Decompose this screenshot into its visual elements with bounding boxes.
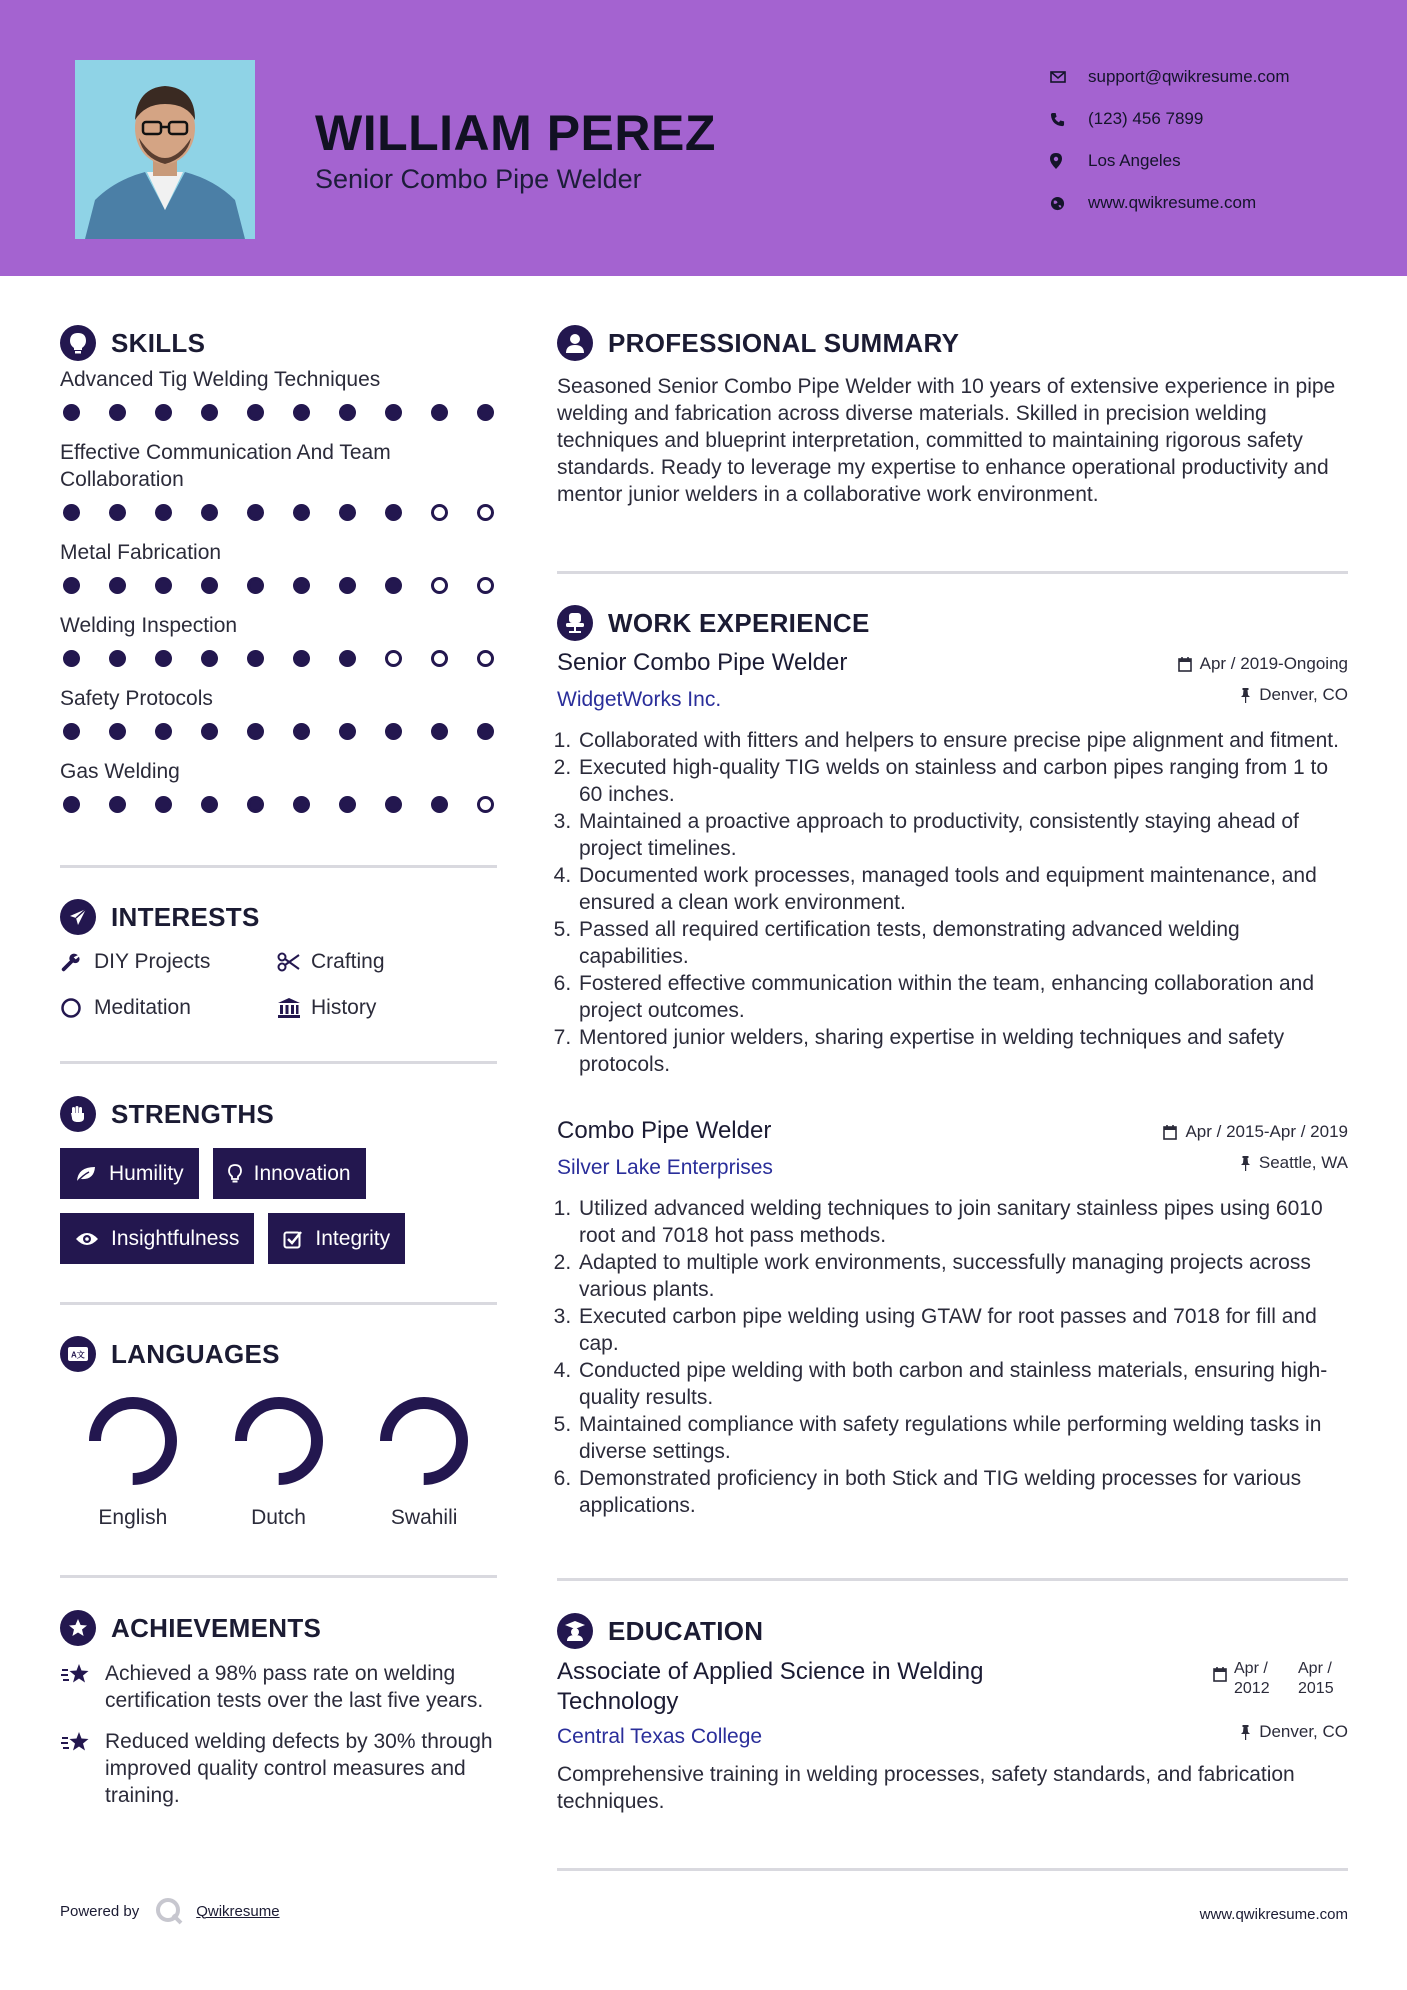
- briefcase-chair-icon: [557, 605, 593, 641]
- job-location: [1240, 1153, 1348, 1173]
- job-bullet: 1. Collaborated with fitters and helpers to ensure precise pipe alignment and fitment.: [577, 727, 1348, 754]
- trophy-star-icon: [60, 1660, 105, 1714]
- jobs-list: [557, 648, 1348, 1519]
- languages-section: [60, 1305, 497, 1575]
- job-dates: [1163, 1116, 1348, 1142]
- achievements-section: [60, 1578, 497, 1809]
- rating-dot-filled: [431, 404, 448, 421]
- job-title: Senior Combo Pipe Welder: [557, 649, 848, 676]
- rating-dot-filled: [339, 504, 356, 521]
- experience-section: [557, 574, 1348, 1578]
- graduate-icon: [557, 1613, 593, 1649]
- languages-heading: A文 LANGUAGES: [60, 1336, 497, 1372]
- leaf-icon: [75, 1165, 97, 1183]
- skill-name: Safety Protocols: [60, 687, 213, 710]
- job-entry: [557, 648, 1348, 1078]
- skill-name: Metal Fabrication: [60, 541, 222, 564]
- rating-dot-empty: [431, 577, 448, 594]
- job-bullet: 3. Executed carbon pipe welding using GTAW for root passes and 7018 for fill and cap.: [577, 1303, 1348, 1357]
- job-location-text: Denver, CO: [1259, 685, 1348, 704]
- rating-dot-filled: [63, 577, 80, 594]
- contact-email[interactable]: [1050, 56, 1370, 98]
- pushpin-icon: [1240, 688, 1251, 703]
- rating-dot-filled: [109, 796, 126, 813]
- interests-list: [60, 949, 497, 1021]
- rating-dot-empty: [477, 577, 494, 594]
- summary-text: Seasoned Senior Combo Pipe Welder with 10 years of extensive experience in pipe welding and fabrication across diverse materials. Skilled in precision welding techniques and blueprint interpretation, committed to maintaining rigorous safety standards. Ready to leverage my expertise to enhance operational productivity and mentor junior welders in a collaborative work environment.: [557, 375, 1336, 506]
- education-dates: [1213, 1657, 1348, 1699]
- language-item: [60, 1396, 206, 1530]
- strengths-list: [60, 1148, 497, 1264]
- rating-dot-filled: [155, 504, 172, 521]
- rating-dot-filled: [201, 796, 218, 813]
- rating-dot-filled: [155, 404, 172, 421]
- rating-dot-filled: [339, 404, 356, 421]
- rating-dot-filled: [431, 796, 448, 813]
- experience-heading: WORK EXPERIENCE: [557, 605, 1348, 641]
- rating-dot-filled: [63, 404, 80, 421]
- scissors-icon: [277, 952, 311, 972]
- phone-icon: [1050, 112, 1088, 127]
- language-level-arc: [241, 1403, 317, 1479]
- rating-dot-filled: [293, 723, 310, 740]
- skill-name: Advanced Tig Welding Techniques: [60, 368, 381, 391]
- footer-powered-by: Powered by Qwikresume: [60, 1896, 280, 1926]
- rating-dot-filled: [247, 723, 264, 740]
- interest-item: DIY Projects: [60, 949, 277, 975]
- rating-dot-filled: [109, 504, 126, 521]
- job-bullet: 2. Adapted to multiple work environments, successfully managing projects across various plants.: [577, 1249, 1348, 1303]
- strength-badge: Innovation: [213, 1148, 366, 1199]
- rating-dot-empty: [431, 504, 448, 521]
- rating-dot-filled: [109, 577, 126, 594]
- education-location: Denver, CO: [1240, 1722, 1348, 1742]
- rating-dot-filled: [201, 650, 218, 667]
- language-level-arc: [95, 1403, 171, 1479]
- interests-section: [60, 868, 497, 1061]
- skills-list: [60, 366, 497, 813]
- company-name: WidgetWorks Inc.: [557, 688, 722, 711]
- job-bullet: 2. Executed high-quality TIG welds on stainless and carbon pipes ranging from 1 to 60 inches.: [577, 754, 1348, 808]
- language-level-arc: [386, 1403, 462, 1479]
- right-column: [557, 325, 1348, 1871]
- job-bullet: 4. Documented work processes, managed tools and equipment maintenance, and ensured a clean work environment.: [577, 862, 1348, 916]
- job-bullet: 3. Maintained a proactive approach to productivity, consistently staying ahead of project timelines.: [577, 808, 1348, 862]
- rating-dot-filled: [201, 723, 218, 740]
- wrench-icon: [60, 952, 94, 973]
- rating-dot-filled: [63, 504, 80, 521]
- rating-dot-filled: [109, 404, 126, 421]
- rating-dot-filled: [247, 577, 264, 594]
- rating-dot-empty: [431, 650, 448, 667]
- job-bullet: 4. Conducted pipe welding with both carbon and stainless materials, ensuring high-quality results.: [577, 1357, 1348, 1411]
- skill-rating: [60, 723, 497, 740]
- language-item: [351, 1396, 497, 1530]
- rating-dot-empty: [477, 796, 494, 813]
- rating-dot-filled: [385, 577, 402, 594]
- skill-rating: [60, 404, 497, 421]
- skill-name: Effective Communication And Team Collaboration: [60, 441, 391, 491]
- strengths-section: [60, 1064, 497, 1302]
- achievement-text: Reduced welding defects by 30% through improved quality control measures and training.: [105, 1730, 493, 1807]
- job-location-text: Seattle, WA: [1258, 1153, 1348, 1172]
- strengths-heading: STRENGTHS: [60, 1096, 497, 1132]
- profile-photo: [75, 60, 255, 239]
- rating-dot-filled: [155, 577, 172, 594]
- candidate-name: WILLIAM PEREZ: [315, 105, 716, 161]
- interest-item: History: [277, 995, 497, 1021]
- candidate-title: Senior Combo Pipe Welder: [315, 164, 642, 194]
- user-icon: [557, 325, 593, 361]
- skill-rating: [60, 650, 497, 667]
- job-head: [557, 648, 1348, 678]
- language-level-ring: [379, 1396, 469, 1486]
- resume-header: [0, 0, 1407, 276]
- contact-list: [1050, 56, 1370, 224]
- job-bullet: 5. Maintained compliance with safety regulations while performing welding tasks in diverse settings.: [577, 1411, 1348, 1465]
- job-bullets: [557, 727, 1348, 1078]
- rating-dot-empty: [477, 650, 494, 667]
- rating-dot-filled: [339, 577, 356, 594]
- eye-icon: [75, 1231, 99, 1247]
- rating-dot-filled: [247, 650, 264, 667]
- language-level-ring: [88, 1396, 178, 1486]
- footer-url[interactable]: www.qwikresume.com: [1199, 1906, 1348, 1923]
- education-entry-head: [557, 1657, 1348, 1717]
- job-bullet: 6. Demonstrated proficiency in both Stick and TIG welding processes for various applications.: [577, 1465, 1348, 1519]
- rating-dot-filled: [385, 404, 402, 421]
- rating-dot-filled: [339, 796, 356, 813]
- job-location: [1240, 685, 1348, 705]
- trophy-star-icon: [60, 1728, 105, 1809]
- job-head: [557, 1116, 1348, 1146]
- circle-icon: [60, 997, 94, 1019]
- education-start-date: Apr / 2012: [1234, 1660, 1270, 1697]
- qwikresume-link[interactable]: Qwikresume: [196, 1902, 280, 1920]
- fist-icon: [60, 1096, 96, 1132]
- strength-badge: Humility: [60, 1148, 199, 1199]
- envelope-icon: [1050, 71, 1088, 83]
- rating-dot-filled: [385, 796, 402, 813]
- rating-dot-filled: [293, 504, 310, 521]
- rating-dot-filled: [431, 723, 448, 740]
- rating-dot-filled: [385, 504, 402, 521]
- skills-heading: SKILLS: [60, 325, 497, 361]
- rating-dot-filled: [201, 404, 218, 421]
- skill-rating: [60, 504, 497, 521]
- rating-dot-filled: [339, 650, 356, 667]
- degree-title: Associate of Applied Science in Welding Technology: [557, 1658, 984, 1715]
- company-name: Silver Lake Enterprises: [557, 1156, 773, 1179]
- job-title: Combo Pipe Welder: [557, 1117, 772, 1144]
- summary-section: [557, 325, 1348, 571]
- rating-dot-filled: [247, 504, 264, 521]
- language-label: Swahili: [390, 1506, 458, 1529]
- interest-item: Crafting: [277, 949, 497, 975]
- lightbulb-icon: [60, 325, 96, 361]
- globe-icon: [1050, 196, 1088, 211]
- languages-list: [60, 1396, 497, 1530]
- rating-dot-filled: [477, 723, 494, 740]
- rating-dot-filled: [247, 796, 264, 813]
- rating-dot-filled: [155, 723, 172, 740]
- calendar-icon: [1163, 1125, 1177, 1140]
- job-entry: [557, 1116, 1348, 1519]
- museum-icon: [277, 997, 311, 1019]
- rating-dot-filled: [293, 650, 310, 667]
- language-item: [206, 1396, 352, 1530]
- star-badge-icon: [60, 1610, 96, 1646]
- rating-dot-filled: [201, 577, 218, 594]
- contact-location: [1050, 140, 1370, 182]
- job-bullets: [557, 1195, 1348, 1519]
- language-icon: [60, 1336, 96, 1372]
- rating-dot-filled: [339, 723, 356, 740]
- skills-section: [60, 325, 497, 865]
- rating-dot-filled: [155, 650, 172, 667]
- rating-dot-filled: [63, 796, 80, 813]
- checkbox-icon: [283, 1229, 303, 1249]
- achievement-text: Achieved a 98% pass rate on welding certification tests over the last five years.: [105, 1662, 484, 1712]
- paper-plane-icon: [60, 899, 96, 935]
- skill-rating: [60, 577, 497, 594]
- rating-dot-filled: [109, 723, 126, 740]
- job-dates-text: Apr / 2019-Ongoing: [1199, 654, 1348, 673]
- job-dates: [1178, 648, 1348, 674]
- education-heading: EDUCATION: [557, 1613, 1348, 1649]
- language-label: English: [98, 1506, 168, 1529]
- achievement-item: [60, 1660, 497, 1714]
- lightbulb-icon: [228, 1164, 242, 1184]
- education-entry-sub: [557, 1722, 1348, 1752]
- rating-dot-filled: [63, 650, 80, 667]
- job-bullet: 1. Utilized advanced welding techniques to join sanitary stainless pipes using 6010 root and 7018 hot pass methods.: [577, 1195, 1348, 1249]
- svg-text:A文: A文: [71, 1350, 85, 1360]
- achievements-list: [60, 1660, 497, 1809]
- section-divider: [557, 1868, 1348, 1871]
- job-dates-text: Apr / 2015-Apr / 2019: [1185, 1122, 1348, 1141]
- job-bullet: 6. Fostered effective communication within the team, enhancing collaboration and project outcomes.: [577, 970, 1348, 1024]
- contact-location-text: Los Angeles: [1088, 151, 1181, 170]
- pushpin-icon: [1240, 1725, 1251, 1740]
- summary-heading: PROFESSIONAL SUMMARY: [557, 325, 1348, 361]
- contact-email-text: support@qwikresume.com: [1088, 67, 1290, 86]
- school-name: Central Texas College: [557, 1725, 763, 1748]
- language-level-ring: [234, 1396, 324, 1486]
- rating-dot-empty: [385, 650, 402, 667]
- rating-dot-filled: [109, 650, 126, 667]
- skill-rating: [60, 796, 497, 813]
- map-pin-icon: [1050, 153, 1088, 169]
- strength-badge: Integrity: [268, 1213, 405, 1264]
- achievement-item: [60, 1728, 497, 1809]
- rating-dot-filled: [247, 404, 264, 421]
- contact-phone[interactable]: [1050, 98, 1370, 140]
- calendar-icon: [1213, 1659, 1227, 1688]
- rating-dot-filled: [63, 723, 80, 740]
- rating-dot-filled: [201, 504, 218, 521]
- rating-dot-filled: [293, 796, 310, 813]
- skill-name: Gas Welding: [60, 760, 180, 783]
- education-description: Comprehensive training in welding processes, safety standards, and fabrication techniques.: [557, 1763, 1295, 1813]
- pushpin-icon: [1240, 1156, 1251, 1171]
- left-column: [60, 325, 497, 1809]
- interests-heading: INTERESTS: [60, 899, 497, 935]
- strength-badge: Insightfulness: [60, 1213, 254, 1264]
- achievements-heading: ACHIEVEMENTS: [60, 1610, 497, 1646]
- calendar-icon: [1178, 657, 1192, 672]
- contact-website-text: www.qwikresume.com: [1088, 193, 1257, 212]
- rating-dot-filled: [155, 796, 172, 813]
- rating-dot-filled: [293, 577, 310, 594]
- job-sub: [557, 685, 1348, 715]
- qwikresume-logo-icon: [154, 1896, 184, 1926]
- education-section: [557, 1581, 1348, 1868]
- education-end-date: Apr / 2015: [1298, 1660, 1334, 1697]
- rating-dot-filled: [385, 723, 402, 740]
- job-bullet: 7. Mentored junior welders, sharing expertise in welding techniques and safety protocols.: [577, 1024, 1348, 1078]
- contact-phone-text: (123) 456 7899: [1088, 109, 1204, 128]
- skill-name: Welding Inspection: [60, 614, 238, 637]
- rating-dot-empty: [477, 504, 494, 521]
- rating-dot-filled: [477, 404, 494, 421]
- rating-dot-filled: [293, 404, 310, 421]
- job-sub: [557, 1153, 1348, 1183]
- interest-item: Meditation: [60, 995, 277, 1021]
- contact-website[interactable]: [1050, 182, 1370, 224]
- job-bullet: 5. Passed all required certification tests, demonstrating advanced welding capabilities.: [577, 916, 1348, 970]
- language-label: Dutch: [251, 1506, 306, 1529]
